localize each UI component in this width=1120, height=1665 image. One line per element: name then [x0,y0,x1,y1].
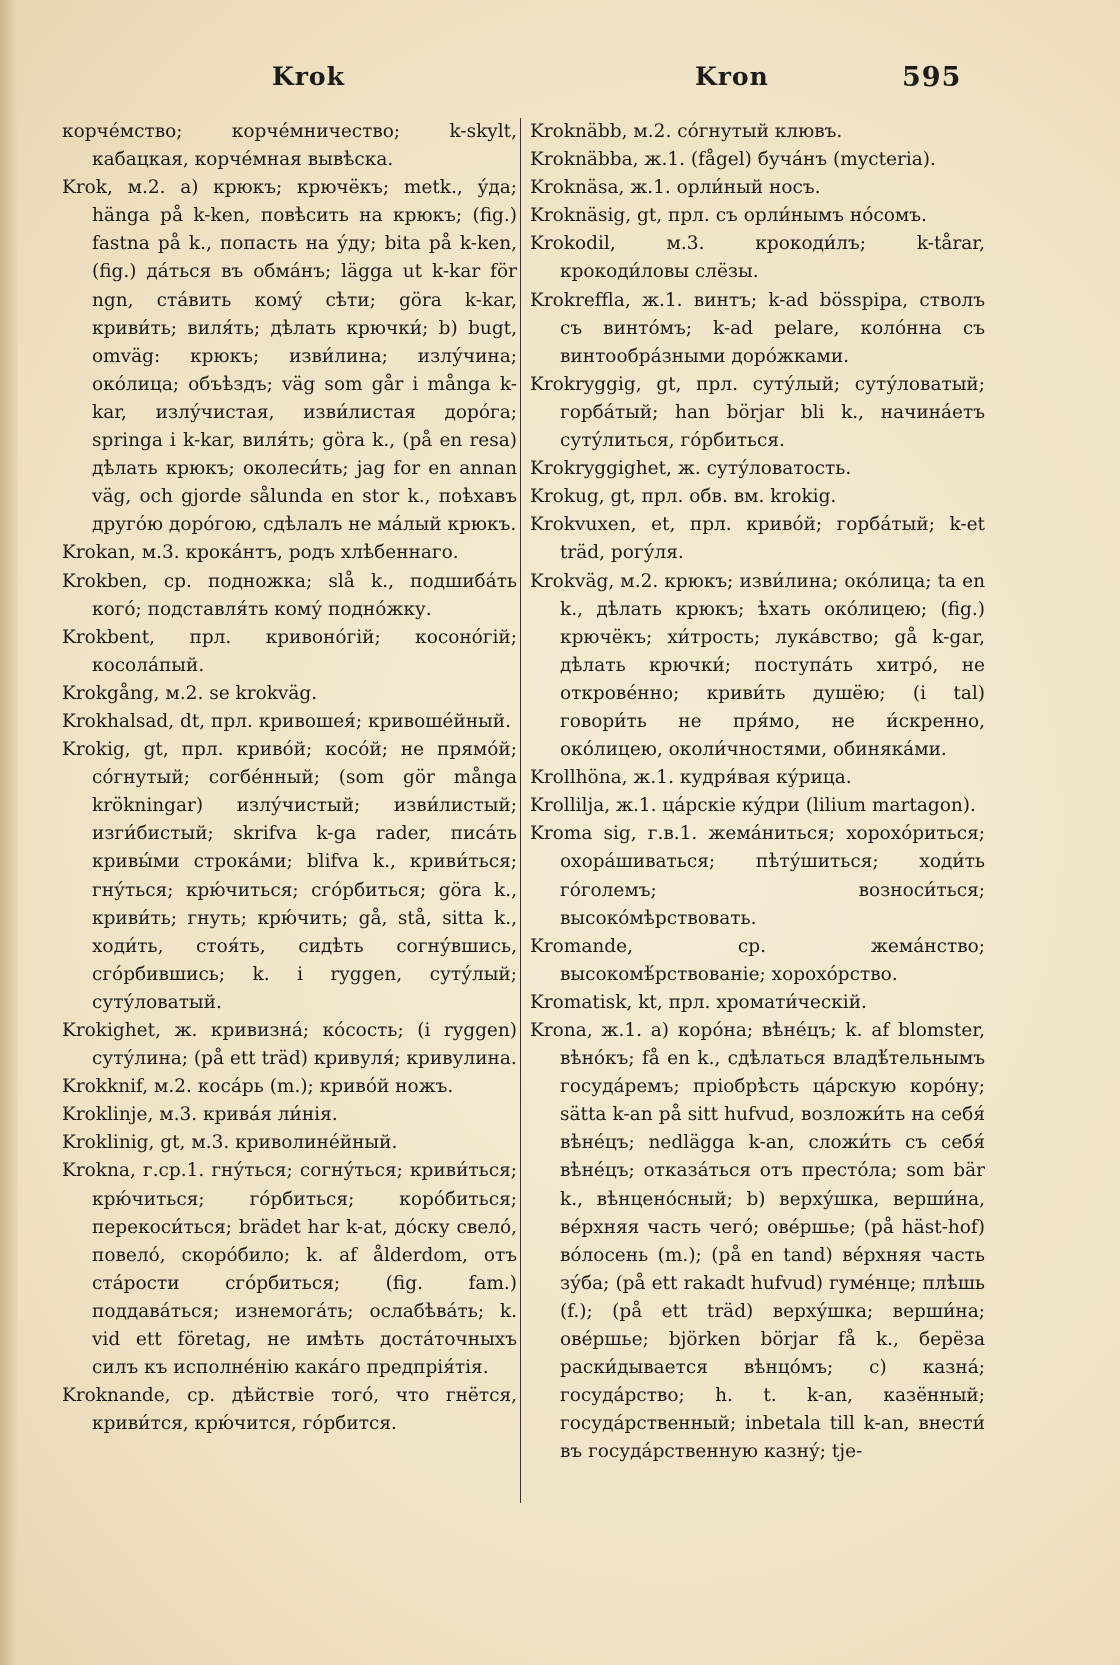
entry: Krollhöna, ж.1. кудря́вая ку́рица. [530,767,852,789]
entry: Krona, ж.1. а) коро́на; вѣне́цъ; k. af blomster, вѣно́къ; få en k., сдѣлаться владѣ́тельнымъ госуда́ремъ; пріобрѣсть ца́рскую коро́ну; sätta k-an på sitt hufvud, возложи́ть на себя́ вѣне́цъ; nedlägga k-an, сложи́ть съ себя́ вѣне́цъ; отказа́ться отъ престо́ла; som bär k., вѣнцено́сный; b) верху́шка, верши́на, ве́рхняя часть чего́; ове́ршье; (på häst-hof) во́лосень (m.); (på en tand) ве́рхняя часть зу́ба; (på ett rakadt hufvud) гуме́нце; плѣшь (f.); (på ett träd) верху́шка; верши́на; ове́ршье; björken börjar få k., берёза раски́дывается вѣнцо́мъ; c) казна́; госуда́рство; h. t. k-an, казённый; госуда́рственный; inbetala till k-an, внести́ въ госуда́рственную казну́; tje- [530,1020,985,1463]
entry: Krokben, ср. подножка; slå k., подшиба́ть кого́; подставля́ть кому́ подно́жку. [62,570,517,620]
entry: Krokvuxen, et, прл. криво́й; горба́тый; k-et träd, рогу́ля. [530,514,985,564]
right-column [530,118,985,1467]
entry: Krokna, г.ср.1. гну́ться; согну́ться; криви́ться; крю́читься; го́рбиться; коро́биться; перекоси́ться; brädet har k-at, до́ску свело́, повело́, скоро́било; k. af ålderdom, отъ ста́рости сго́рбиться; (fig. fam.) поддава́ться; изнемога́ть; ослабѣва́ть; k. vid ett företag, не имѣть доста́точныхъ силъ къ исполне́нію кака́го предпрія́тія. [62,1160,517,1379]
entry: Krokhalsad, dt, прл. кривошея́; кривошéйный. [62,710,511,732]
entry: Krokan, м.3. крока́нтъ, родъ хлѣбеннаго. [62,542,459,564]
header-left-guide-word: Krok [272,62,345,91]
entry: Kroknäbba, ж.1. (fågel) буча́нъ (mycteria). [530,149,936,171]
entry: Kroklinje, м.3. крива́я ли́нія. [62,1104,338,1126]
page-number: 595 [902,62,962,93]
entry: Krokreffla, ж.1. винтъ; k-ad bösspipa, стволъ съ винто́мъ; k-ad pelare, коло́нна съ винтообра́зными доро́жками. [530,289,985,367]
entry: Krokug, gt, прл. обв. вм. krokig. [530,486,837,508]
header-right-guide-word: Kron [695,62,769,91]
entry: Kroknäsig, gt, прл. съ орли́нымъ но́сомъ. [530,205,927,227]
column-divider [520,118,521,1503]
entry: Krokbent, прл. кривоно́гій; косоно́гій; косола́пый. [62,626,517,676]
entry: Kroma sig, г.в.1. жема́ниться; хорохо́риться; охора́шиваться; пѣту́шиться; ходи́ть го́големъ; возноси́ться; высоко́мѣрствовать. [530,823,985,929]
entry: Kroknäsa, ж.1. орли́ный носъ. [530,177,821,199]
page-binding-edge [0,0,18,1665]
entry: Krokodil, м.3. крокоди́лъ; k-tårar, крокоди́ловы слёзы. [530,233,985,283]
entry: Kromande, ср. жема́нство; высокомѣ́рствованіе; хорохо́рство. [530,935,985,985]
entry: Krokknif, м.2. коса́рь (m.); криво́й ножъ. [62,1076,454,1098]
entry: Kroknäbb, м.2. со́гнутый клювъ. [530,121,843,142]
entry: Krokväg, м.2. крюкъ; изви́лина; око́лица; ta en k., дѣлать крюкъ; ѣхать око́лицею; (fig.) крючёкъ; хи́трость; лука́вство; gå k-gar, дѣлать крючки́; поступа́ть хитро́, не открове́нно; криви́ть душёю; (i tal) говори́ть не пря́мо, не и́скренно, око́лицею, околи́чностями, обиняка́ми. [530,570,985,761]
entry: Krokig, gt, прл. криво́й; косо́й; не прямо́й; со́гнутый; согбе́нный; (som gör många krökningar) излу́чистый; изви́листый; изги́бистый; skrifva k-ga rader, писа́ть кривы́ми строка́ми; blifva k., криви́ться; гну́ться; крю́читься; сго́рбиться; göra k., криви́ть; гнуть; крю́чить; gå, stå, sitta k., ходи́ть, стоя́ть, сидѣть согну́вшись, сго́рбившись; k. i ryggen, суту́лый; суту́ловатый. [62,739,517,1013]
entry: Krokryggig, gt, прл. суту́лый; суту́ловатый; горба́тый; han börjar bli k., начина́етъ суту́литься, го́рбиться. [530,373,985,452]
entry: Krok, м.2. а) крюкъ; крючёкъ; metk., у́да; hänga på k-ken, повѣсить на крюкъ; (fig.) fastna på k., попасть на у́ду; bita på k-ken, (fig.) да́ться въ обма́нъ; lägga ut k-kar för ngn, ста́вить кому́ сѣти; göra k-kar, криви́ть; виля́ть; дѣлать крючки́; b) bugt, omväg: крюкъ; изви́лина; излу́чина; око́лица; объѣздъ; väg som går i många k-kar, излу́чистая, изви́листая доро́га; springa i k-kar, виля́ть; göra k., (på en resa) дѣлать крюкъ; околеси́ть; jag for en annan väg, och gjorde sålunda en stor k., поѣхавъ другóю дорóгою, сдѣлалъ не ма́лый крюкъ. [62,177,517,536]
left-column [62,118,517,1438]
entry: Kroklinig, gt, м.3. криволине́йный. [62,1132,398,1154]
entry: Krollilja, ж.1. ца́рскіе ку́дри (lilium martagon). [530,795,976,817]
entry: Krokighet, ж. кривизна́; ко́сость; (i ryggen) суту́лина; (på ett träd) кривуля́; кривулина. [62,1020,517,1070]
entry: корче́мство; корче́мничество; k-skylt, кабацкая, корче́мная вывѣска. [62,121,517,171]
entry: Kroknande, ср. дѣйствіе того́, что гнётся, криви́тся, крю́чится, го́рбится. [62,1385,517,1435]
entry: Kromatisk, kt, прл. хромати́ческій. [530,991,867,1013]
entry: Krokryggighet, ж. суту́ловатость. [530,458,852,480]
entry: Krokgång, м.2. se krokväg. [62,682,318,704]
